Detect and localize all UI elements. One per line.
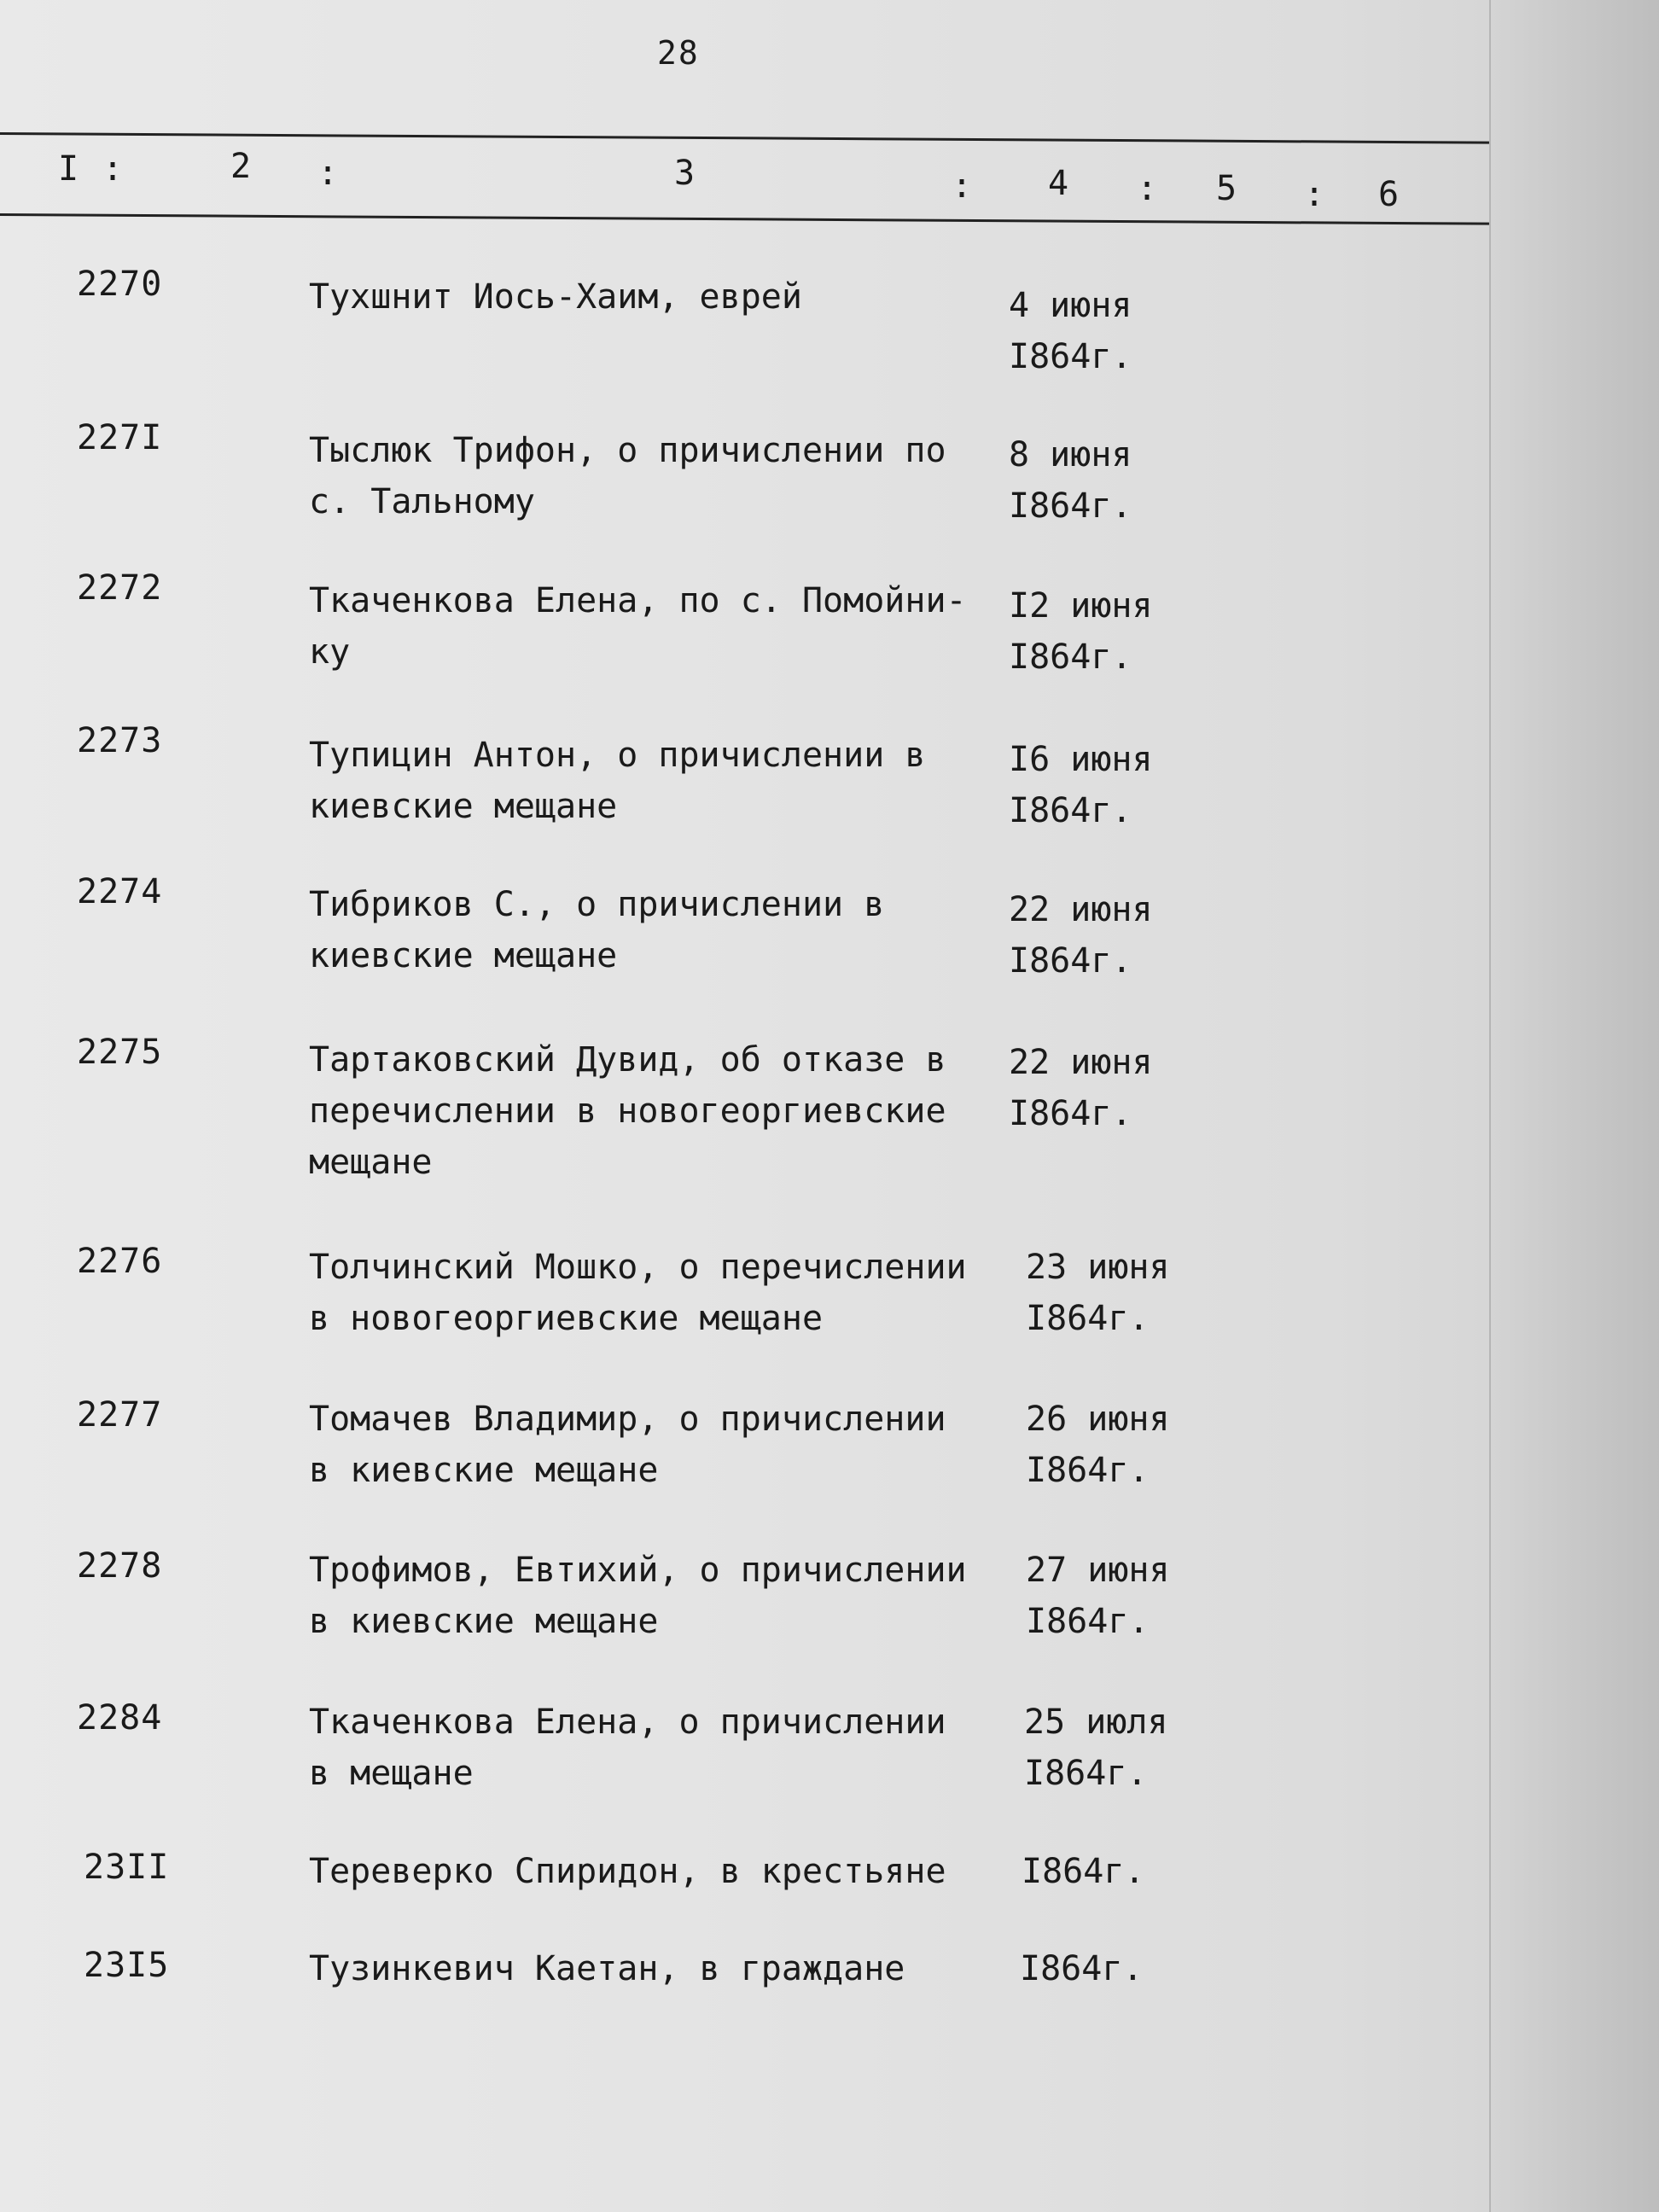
- entry-date: 26 июня I864г.: [1026, 1400, 1170, 1490]
- entry-description: Тухшнит Иось-Хаим, еврей: [309, 277, 802, 317]
- entry-date: 22 июня I864г.: [1009, 1043, 1153, 1133]
- column-separator: :: [952, 166, 973, 206]
- entry-description: Тибриков С., о причислении в киевские мещане: [309, 885, 885, 975]
- entry-description: Тартаковский Дувид, об отказе в перечислении в новогеоргиевские мещане: [309, 1040, 946, 1182]
- entry-description: Томачев Владимир, о причислении в киевские мещане: [309, 1400, 946, 1490]
- column-separator: :: [1304, 175, 1325, 214]
- entry-number: 2276: [77, 1242, 163, 1281]
- entry-description: Трофимов, Евтихий, о причислении в киевские мещане: [309, 1551, 967, 1641]
- column-header-4: 4: [1048, 164, 1069, 203]
- entry-number: 23II: [84, 1848, 170, 1887]
- entry-date: 25 июля I864г.: [1024, 1703, 1168, 1793]
- entry-description: Ткаченкова Елена, о причислении в мещане: [309, 1703, 946, 1793]
- entry-number: 2284: [77, 1698, 163, 1738]
- column-header-6: 6: [1378, 175, 1400, 214]
- entry-date: I864г.: [1022, 1852, 1145, 1891]
- entry-description: Толчинский Мошко, о перечислении в новогеоргиевские мещане: [309, 1248, 967, 1338]
- entry-number: 2272: [77, 568, 163, 608]
- column-header-2: 2: [230, 147, 252, 186]
- column-separator: :: [317, 154, 339, 193]
- page-edge-shadow: [1489, 0, 1659, 2212]
- entry-number: 2278: [77, 1546, 163, 1586]
- entry-description: Тыслюк Трифон, о причислении по с. Тальному: [309, 431, 946, 521]
- entry-number: 2274: [77, 872, 163, 911]
- column-header-1: I: [58, 149, 79, 189]
- column-header-5: 5: [1216, 169, 1237, 208]
- column-separator: :: [102, 149, 124, 189]
- entry-number: 227I: [77, 418, 163, 457]
- entry-description: Тереверко Спиридон, в крестьяне: [309, 1852, 946, 1891]
- entry-date: I6 июня I864г.: [1009, 740, 1153, 830]
- entry-date: I864г.: [1020, 1949, 1144, 1988]
- entry-number: 2277: [77, 1395, 163, 1435]
- entry-date: I2 июня I864г.: [1009, 586, 1153, 677]
- table-header-bottom-rule: [0, 213, 1489, 225]
- entry-number: 23I5: [84, 1946, 170, 1985]
- entry-date: 8 июня I864г.: [1009, 435, 1132, 526]
- column-header-3: 3: [674, 154, 696, 193]
- entry-date: 23 июня I864г.: [1026, 1248, 1170, 1338]
- entry-number: 2270: [77, 265, 163, 304]
- entry-number: 2273: [77, 721, 163, 760]
- entry-description: Тузинкевич Каетан, в граждане: [309, 1949, 905, 1988]
- page-number: 28: [657, 34, 700, 72]
- entry-description: Ткаченкова Елена, по с. Помойни- ку: [309, 581, 967, 672]
- table-header-top-rule: [0, 132, 1489, 144]
- entry-description: Тупицин Антон, о причислении в киевские мещане: [309, 736, 926, 826]
- entry-date: 27 июня I864г.: [1026, 1551, 1170, 1641]
- entry-number: 2275: [77, 1033, 163, 1072]
- entry-date: 4 июня I864г.: [1009, 286, 1132, 376]
- entry-date: 22 июня I864г.: [1009, 890, 1153, 981]
- column-separator: :: [1137, 169, 1158, 208]
